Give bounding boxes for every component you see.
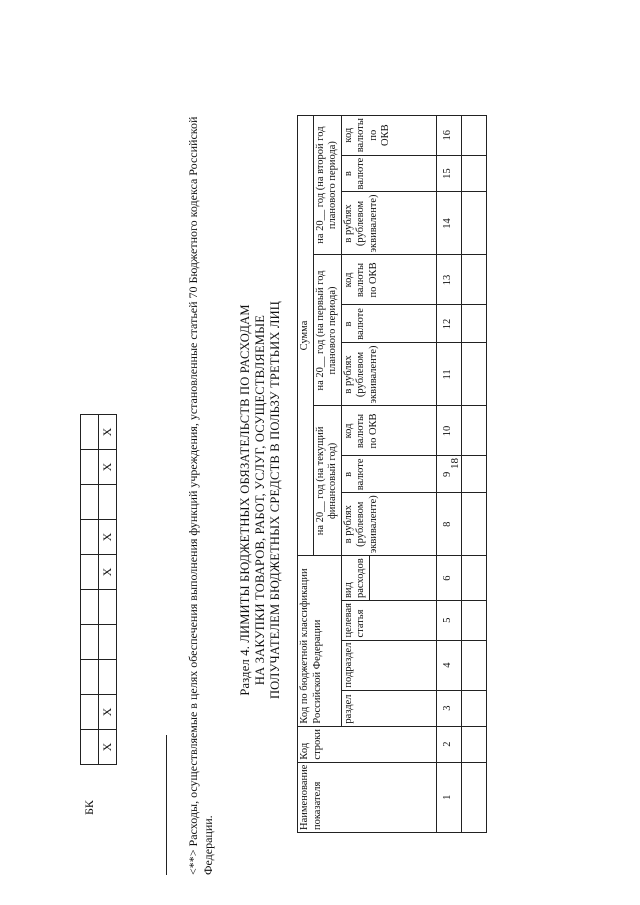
- limits-table: [297, 115, 487, 833]
- data-cell: [461, 690, 486, 726]
- col-number: 1: [436, 762, 461, 832]
- header-rub: в рублях (рублевом эквиваленте): [341, 493, 436, 556]
- data-cell: [461, 601, 486, 641]
- header-okv: код валюты по ОКВ: [341, 115, 436, 155]
- col-number: 15: [436, 155, 461, 192]
- footnote-rule: [166, 735, 167, 875]
- footnote: <**> Расходы, осуществляемые в целях обеспечения выполнения функций учреждения, установленные статьей 70 Бюджетного кодекса Российской Федерации.: [186, 116, 215, 875]
- bk-cell: [99, 590, 117, 625]
- data-cell: [461, 762, 486, 832]
- col-number: 8: [436, 493, 461, 556]
- header-vid: вид расходов: [341, 556, 369, 601]
- bk-cell: [81, 590, 99, 625]
- data-cell: [461, 456, 486, 493]
- bk-cell: X: [99, 520, 117, 555]
- header-sum: Сумма: [298, 115, 314, 556]
- bk-cell: X: [99, 695, 117, 730]
- bk-cell: [81, 415, 99, 450]
- bk-cell: [81, 625, 99, 660]
- bk-cell: [81, 485, 99, 520]
- header-rub: в рублях (рублевом эквиваленте): [341, 343, 436, 406]
- bk-cell: [81, 520, 99, 555]
- col-number: 2: [436, 726, 461, 762]
- header-bk-code: Код по бюджетной классификации Российской Федерации: [298, 556, 342, 726]
- col-number: 5: [436, 601, 461, 641]
- col-number: 13: [436, 255, 461, 305]
- data-cell: [461, 305, 486, 343]
- header-code: Код строки: [298, 726, 437, 762]
- col-number: 3: [436, 690, 461, 726]
- section-title-line: ПОЛУЧАТЕЛЕМ БЮДЖЕТНЫХ СРЕДСТВ В ПОЛЬЗУ ТРЕТЬИХ ЛИЦ: [268, 300, 282, 700]
- data-cell: [461, 640, 486, 690]
- bk-cell: X: [99, 450, 117, 485]
- header-podrazdel: подраздел: [341, 640, 436, 690]
- bk-cell: [81, 450, 99, 485]
- data-cell: [461, 255, 486, 305]
- header-year-first-plan: на 20__ год (на первый год планового периода): [313, 255, 341, 406]
- col-number: 10: [436, 406, 461, 456]
- data-cell: [461, 155, 486, 192]
- bk-cell: [99, 625, 117, 660]
- header-year-current: на 20__ год (на текущий финансовый год): [313, 406, 341, 556]
- bk-cell: [81, 660, 99, 695]
- col-number: 12: [436, 305, 461, 343]
- data-cell: [461, 192, 486, 255]
- header-name: Наименование показателя: [298, 762, 437, 832]
- section-title: [238, 235, 283, 765]
- header-rub: в рублях (рублевом эквиваленте): [341, 192, 436, 255]
- header-celevaya: целевая статья: [341, 601, 436, 641]
- section-title-line: Раздел 4. ЛИМИТЫ БЮДЖЕТНЫХ ОБЯЗАТЕЛЬСТВ ПО РАСХОДАМ: [238, 304, 252, 696]
- header-okv: код валюты по ОКВ: [341, 406, 436, 456]
- header-razdel: раздел: [341, 690, 436, 726]
- bk-cell: [81, 555, 99, 590]
- bk-cell: X: [99, 555, 117, 590]
- bk-table: [80, 414, 117, 815]
- data-cell: [461, 115, 486, 155]
- col-number: 14: [436, 192, 461, 255]
- col-number: 9: [436, 456, 461, 493]
- header-val: в валюте: [341, 305, 436, 343]
- header-vid-empty: [369, 556, 436, 601]
- col-number: 4: [436, 640, 461, 690]
- header-okv: код валюты по ОКВ: [341, 255, 436, 305]
- bk-cell: X: [99, 730, 117, 765]
- bk-cell: X: [99, 415, 117, 450]
- data-cell: [461, 493, 486, 556]
- col-number: 11: [436, 343, 461, 406]
- data-cell: [461, 556, 486, 601]
- data-cell: [461, 406, 486, 456]
- header-val: в валюте: [341, 456, 436, 493]
- header-val: в валюте: [341, 155, 436, 192]
- bk-label-empty: [99, 765, 117, 816]
- bk-cell: [99, 660, 117, 695]
- header-year-second-plan: на 20__ год (на второй год планового периода): [313, 115, 341, 255]
- bk-label: БК: [82, 800, 96, 815]
- bk-cell: [81, 695, 99, 730]
- section-title-line: НА ЗАКУПКИ ТОВАРОВ, РАБОТ, УСЛУГ, ОСУЩЕСТВЛЯЕМЫЕ: [253, 314, 267, 686]
- data-cell: [461, 343, 486, 406]
- page-number: 18: [449, 458, 461, 469]
- data-cell: [461, 726, 486, 762]
- bk-cell: [99, 485, 117, 520]
- col-number: 16: [436, 115, 461, 155]
- bk-cell: [81, 730, 99, 765]
- col-number: 6: [436, 556, 461, 601]
